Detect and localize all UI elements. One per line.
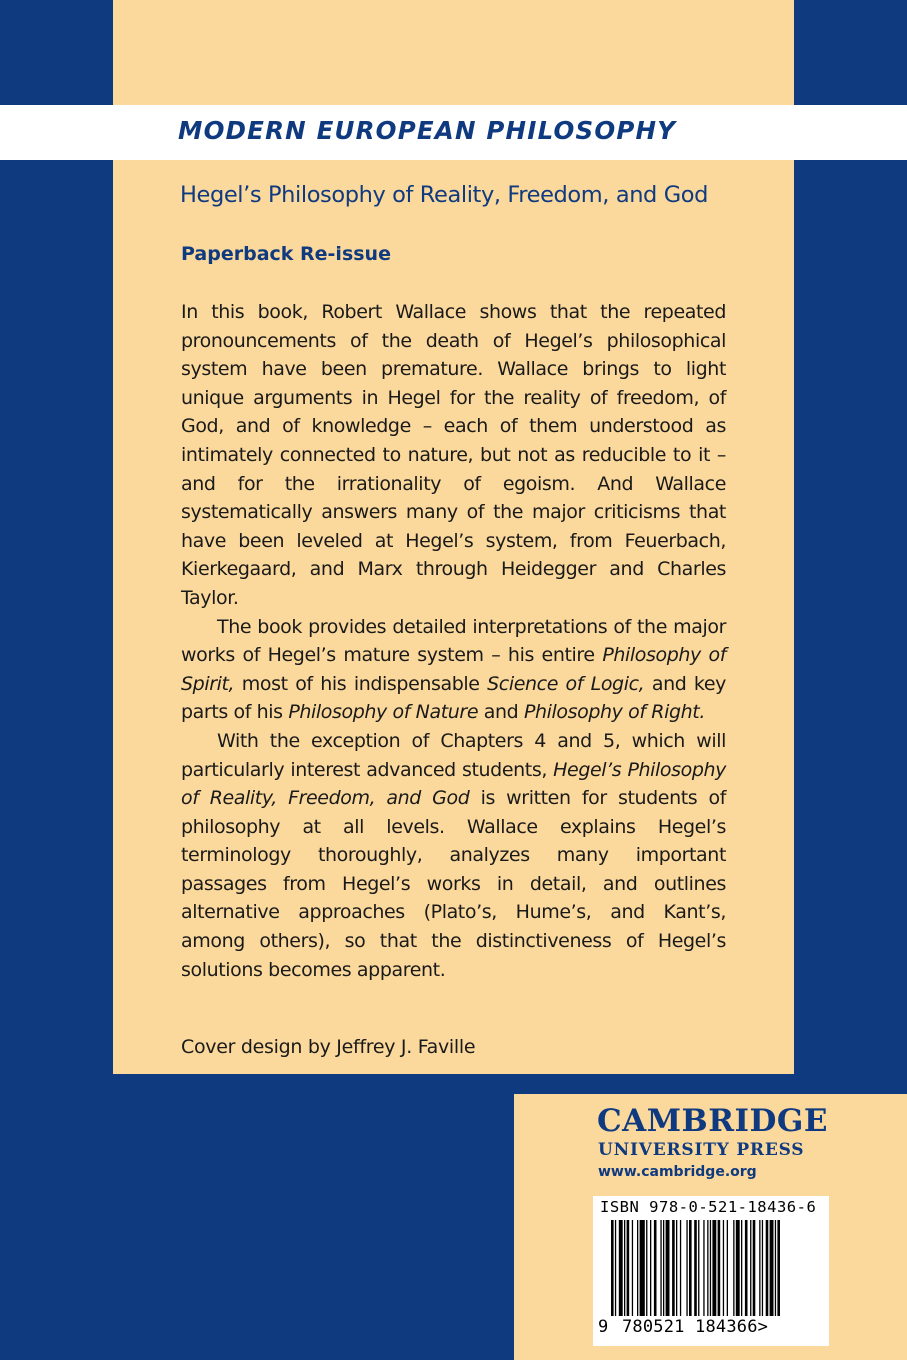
barcode-number: 780521 184366: [622, 1317, 758, 1337]
barcode-bar: [619, 1220, 623, 1316]
barcode-bar: [762, 1220, 763, 1316]
barcode-bar: [686, 1220, 687, 1316]
barcode-bar: [707, 1220, 708, 1316]
blurb-text: and key parts of his: [181, 672, 726, 724]
blurb-paragraph-2: [181, 613, 726, 727]
blurb-text: The book provides detailed interpretations of the major works of Hegel’s mature system – his entire: [181, 615, 726, 667]
barcode-bar: [750, 1220, 751, 1316]
barcode-bar: [759, 1220, 760, 1316]
blurb-text: is written for students of philosophy at all levels. Wallace explains Hegel’s terminology thoroughly, analyzes many important passages from Hegel’s works in detail, and outlines alternative approaches (Plato’s, Hume’s, and Kant’s, among others), so that the distinctiveness of Hegel’s solutions becomes apparent.: [181, 787, 726, 981]
barcode-bar: [777, 1220, 780, 1316]
barcode-bar: [723, 1220, 724, 1316]
barcode-icon: [611, 1220, 816, 1318]
blurb-paragraph-1: In this book, Robert Wallace shows that the repeated pronouncements of the death of Hegel’s philosophical system have been premature. Wallace brings to light unique arguments in Hegel for the reality of freedom, of God, and of knowledge – each of them understood as intimately connected to nature, but not as reducible to it – and for the irrationality of egoism. And Wallace systematically answers many of the major criticisms that have been leveled at Hegel’s system, from Feuerbach, Kierkegaard, and Marx through Heidegger and Charles Taylor.: [181, 301, 726, 609]
barcode-bar: [689, 1220, 692, 1316]
barcode-bar: [646, 1220, 647, 1316]
barcode-bar: [637, 1220, 638, 1316]
work-title: Philosophy of Right.: [523, 701, 705, 724]
barcode-bar: [736, 1220, 740, 1316]
edition-label: Paperback Re-issue: [181, 243, 391, 265]
barcode-bar: [632, 1220, 633, 1316]
blurb-text: most of his indispensable: [234, 672, 488, 695]
barcode-bar: [753, 1220, 756, 1316]
barcode-bar: [770, 1220, 774, 1316]
work-title: Science of Logic,: [487, 672, 645, 695]
barcode-bar: [650, 1220, 651, 1316]
publisher-url: www.cambridge.org: [598, 1164, 757, 1180]
barcode-quiet-mark: >: [757, 1317, 769, 1337]
barcode-bar: [727, 1220, 728, 1316]
barcode-bar: [624, 1220, 625, 1316]
barcode-digits: [622, 1317, 768, 1337]
barcode-bar: [615, 1220, 616, 1316]
blurb-text: and: [478, 701, 524, 724]
barcode-bar: [775, 1220, 776, 1316]
book-title: Hegel’s Philosophy of Reality, Freedom, and God: [180, 182, 708, 208]
work-title: Philosophy of Nature: [288, 701, 479, 724]
barcode-bar: [640, 1220, 645, 1316]
blurb: [181, 298, 726, 984]
barcode-bar: [672, 1220, 675, 1316]
barcode-bar: [703, 1220, 704, 1316]
work-title: Hegel’s Philosophy of Reality, Freedom, and God: [181, 758, 726, 810]
barcode-bar: [680, 1220, 681, 1316]
barcode-bar: [660, 1220, 661, 1316]
cover-credit: Cover design by Jeffrey J. Faville: [181, 1036, 476, 1058]
barcode-bar: [718, 1220, 721, 1316]
barcode-bar: [611, 1220, 614, 1316]
barcode-lead-digit: 9: [598, 1317, 609, 1337]
barcode-bar: [676, 1220, 677, 1316]
barcode-bar: [698, 1220, 699, 1316]
work-title: Philosophy of Spirit,: [181, 644, 726, 695]
blurb-paragraph-3: [181, 727, 726, 984]
publisher-logo-subtitle: UNIVERSITY PRESS: [598, 1140, 805, 1160]
barcode-bar: [627, 1220, 630, 1316]
barcode-bar: [733, 1220, 734, 1316]
barcode-bar: [663, 1220, 664, 1316]
barcode-bar: [654, 1220, 657, 1316]
barcode-bar: [766, 1220, 769, 1316]
barcode-bar: [666, 1220, 670, 1316]
barcode-bar: [712, 1220, 716, 1316]
barcode-bar: [710, 1220, 711, 1316]
barcode-bar: [745, 1220, 748, 1316]
blurb-text: With the exception of Chapters 4 and 5, which will particularly interest advanced students,: [181, 729, 726, 781]
barcode-bar: [694, 1220, 697, 1316]
barcode-bar: [741, 1220, 742, 1316]
series-title: MODERN EUROPEAN PHILOSOPHY: [178, 116, 677, 145]
publisher-logo-name: CAMBRIDGE: [597, 1103, 828, 1139]
isbn-label: ISBN 978-0-521-18436-6: [600, 1198, 817, 1216]
